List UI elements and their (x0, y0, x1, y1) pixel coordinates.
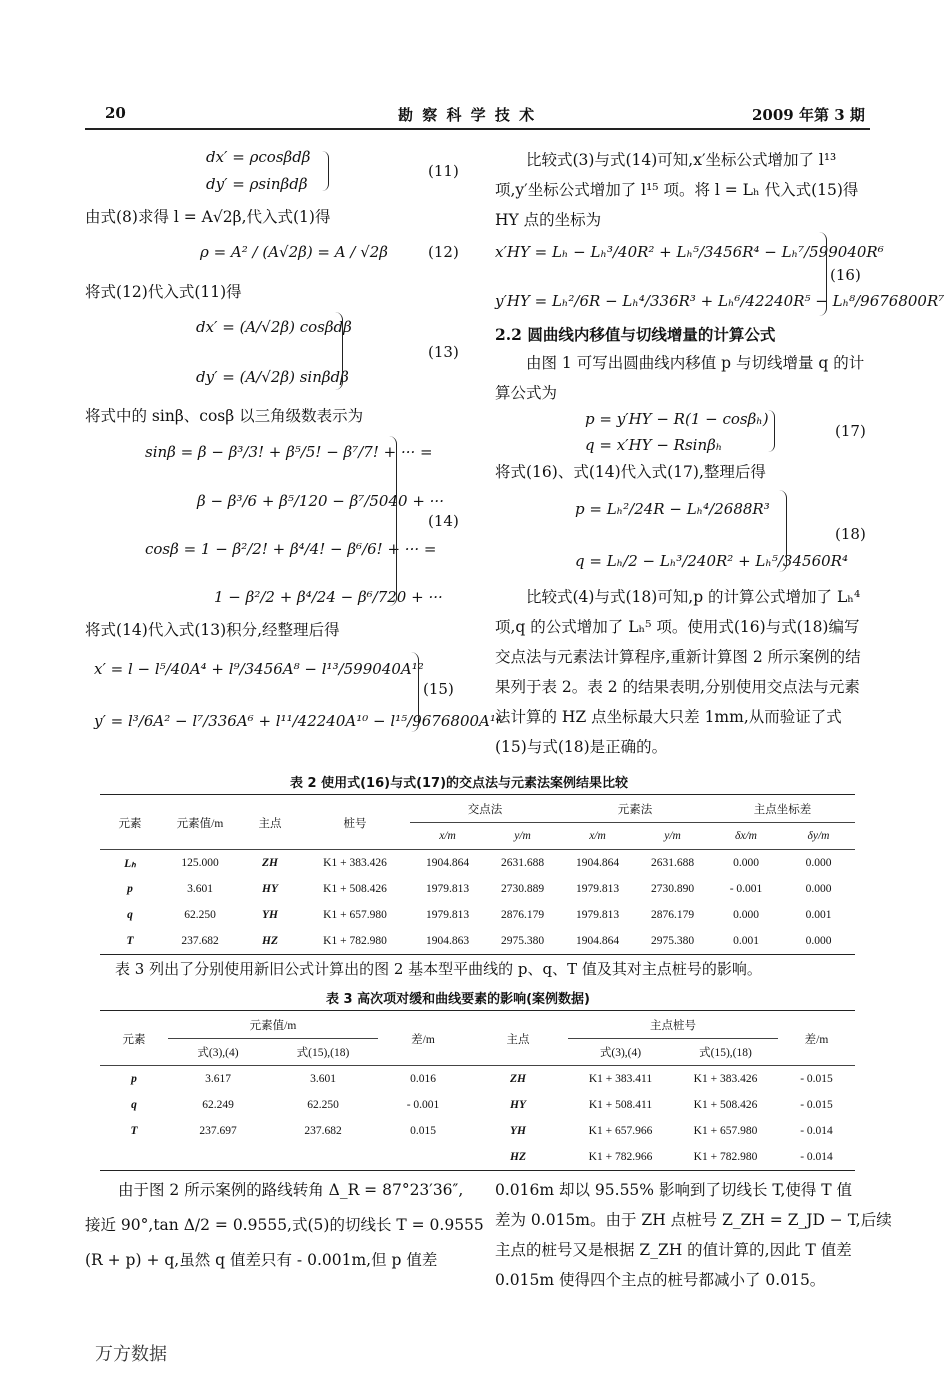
table-cell: 2631.688 (500, 857, 545, 869)
table2-subheader: y/m (664, 830, 681, 842)
table3 (100, 1012, 855, 1171)
table2-header-point: 主点 (258, 817, 282, 830)
table3-subheader: 式(15),(18) (699, 1047, 752, 1059)
table2-header-diff: 主点坐标差 (710, 796, 855, 823)
table-cell: p (131, 1073, 137, 1085)
eq15-brace (410, 652, 419, 732)
bottom-right-line-3: 主点的桩号又是根据 Z_ZH 的值计算的,因此 T 值差 (495, 1241, 852, 1259)
table-cell: - 0.015 (800, 1073, 833, 1085)
table3-subheader: 式(3),(4) (197, 1047, 239, 1059)
eq11-dy: dy′ = ρsinβdβ (206, 175, 308, 193)
table-cell: 2975.380 (650, 935, 695, 947)
table-cell (168, 1144, 268, 1171)
table-cell: K1 + 508.411 (588, 1099, 653, 1111)
table-cell: 2730.890 (650, 883, 695, 895)
eq14-cos: cosβ = 1 − β²/2! + β⁴/4! − β⁶/6! + ··· = (145, 540, 437, 558)
table3-header-element: 元素 (122, 1033, 146, 1046)
table2-subheader: x/m (589, 830, 606, 842)
table-cell: HY (510, 1099, 526, 1111)
table2-header-jd: 交点法 (410, 796, 560, 823)
table-cell: K1 + 657.980 (323, 909, 387, 921)
eq18-q: q = Lₕ/2 − Lₕ³/240R² + Lₕ⁵/34560R⁴ (575, 552, 848, 570)
table-cell: 0.000 (733, 857, 759, 869)
eq17-p: p = y′HY − R(1 − cosβₕ) (585, 410, 769, 428)
table-cell: HY (262, 883, 278, 895)
table-cell: q (127, 909, 133, 921)
table-cell: K1 + 782.980 (323, 935, 387, 947)
eq18-p: p = Lₕ²/24R − Lₕ⁴/2688R³ (575, 500, 770, 518)
watermark: 万方数据 (95, 1344, 167, 1365)
table2-header-value: 元素值/m (176, 817, 224, 830)
table3-header-point: 主点 (506, 1033, 530, 1046)
bottom-right-line-1: 0.016m 却以 95.55% 影响到了切线长 T,使得 T 值 (495, 1181, 853, 1199)
eq11-dx: dx′ = ρcosβdβ (206, 148, 311, 166)
table2-header-element: 元素 (118, 817, 142, 830)
table3-header-diff: 差/m (411, 1033, 435, 1046)
table-cell: 0.001 (805, 909, 832, 921)
table-row (100, 902, 855, 928)
table-cell: 2876.179 (650, 909, 695, 921)
eq11-brace (322, 151, 329, 191)
eq16-brace (818, 232, 827, 316)
table-cell: 0.001 (733, 935, 759, 947)
text-substitute: 将式(16)、式(14)代入式(17),整理后得 (495, 463, 766, 481)
table-cell: K1 + 383.411 (588, 1073, 653, 1085)
table-cell: YH (262, 909, 278, 921)
table-cell: 1904.863 (425, 935, 470, 947)
table-cell: YH (510, 1125, 526, 1137)
table-row (100, 1092, 855, 1118)
table-cell: 2975.380 (500, 935, 545, 947)
table-cell: q (131, 1099, 137, 1111)
bottom-right-line-4: 0.015m 使得四个主点的桩号都减小了 0.015。 (495, 1271, 826, 1289)
eq18-number: (18) (835, 525, 866, 543)
section-heading-2-2: 2.2 圆曲线内移值与切线增量的计算公式 (495, 325, 776, 344)
table-row (100, 1144, 855, 1171)
table3-caption: 表 3 高次项对缓和曲线要素的影响(案例数据) (326, 992, 590, 1007)
eq17-q: q = x′HY − Rsinβₕ (585, 436, 723, 454)
table-cell: 0.000 (805, 857, 832, 869)
table3-subheader: 式(15),(18) (296, 1047, 350, 1059)
table-cell: K1 + 657.980 (693, 1125, 758, 1137)
table2-subheader: δy/m (807, 830, 830, 842)
eq13-brace (335, 312, 343, 390)
text-series: 将式中的 sinβ、cosβ 以三角级数表示为 (85, 407, 364, 425)
table2-header-element-method: 元素法 (560, 796, 710, 823)
table2 (100, 796, 855, 955)
eq18-brace (778, 490, 787, 572)
table-cell: 2631.688 (650, 857, 695, 869)
table-cell: 237.682 (181, 935, 219, 947)
table-cell: 0.000 (805, 883, 832, 895)
table-cell: 1979.813 (575, 883, 620, 895)
header-rule (85, 128, 870, 130)
table-cell: 1979.813 (425, 909, 470, 921)
table-cell: K1 + 508.426 (323, 883, 387, 895)
table-cell: 3.601 (187, 883, 213, 895)
table2-subheader: y/m (514, 830, 531, 842)
eq14-sin: sinβ = β − β³/3! + β⁵/5! − β⁷/7! + ··· = (145, 443, 433, 461)
table-cell: - 0.014 (800, 1151, 833, 1163)
eq16-y: y′HY = Lₕ²/6R − Lₕ⁴/336R³ + Lₕ⁶/42240R⁵ − Lₕ⁸/9676800R⁷ (495, 292, 945, 310)
table-cell: T (130, 1125, 138, 1137)
eq16-x: x′HY = Lₕ − Lₕ³/40R² + Lₕ⁵/3456R⁴ − Lₕ⁷/599040R⁶ (495, 243, 884, 261)
table-cell: 1979.813 (575, 909, 620, 921)
page-number: 20 (105, 104, 126, 122)
table-row (100, 850, 855, 877)
table-cell: 237.697 (199, 1125, 237, 1137)
eq17-brace (768, 410, 775, 452)
table-cell (378, 1144, 468, 1171)
table-cell: 0.000 (805, 935, 832, 947)
table-cell: Lₕ (124, 858, 136, 870)
table-cell: HZ (262, 935, 278, 947)
table-cell: 1904.864 (575, 857, 620, 869)
table2-subheader: δx/m (735, 830, 757, 842)
eq13-number: (13) (428, 343, 459, 361)
table-cell: 0.016 (410, 1073, 436, 1085)
table-cell: 0.015 (410, 1125, 436, 1137)
table-row (100, 928, 855, 955)
eq12: ρ = A² / (A√2β) = A / √2β (200, 243, 388, 261)
table3-header-value: 元素值/m (168, 1012, 378, 1039)
bottom-right-line-2: 差为 0.015m。由于 ZH 点桩号 Z_ZH = Z_JD − T,后续 (495, 1211, 892, 1229)
table-cell: K1 + 383.426 (323, 857, 387, 869)
eq17-number: (17) (835, 422, 866, 440)
eq14-sin-expanded: β − β³/6 + β⁵/120 − β⁷/5040 + ··· (197, 492, 444, 510)
table-cell: K1 + 657.966 (588, 1125, 653, 1137)
eq14-number: (14) (428, 512, 459, 530)
paragraph-pq-formula: 由图 1 可写出圆曲线内移值 p 与切线增量 q 的计算公式为 (495, 354, 865, 402)
table-cell: 1979.813 (425, 883, 470, 895)
issue-label: 2009 年第 3 期 (752, 106, 865, 124)
paragraph-compare-14: 比较式(3)与式(14)可知,x′坐标公式增加了 l¹³ 项,y′坐标公式增加了 l¹⁵ 项。将 l = Lₕ 代入式(15)得 HY 点的坐标为 (495, 151, 859, 229)
table2-caption: 表 2 使用式(16)与式(17)的交点法与元素法案例结果比较 (290, 776, 629, 791)
table-cell: 2876.179 (500, 909, 545, 921)
table-cell: K1 + 782.966 (588, 1151, 653, 1163)
table-cell: - 0.001 (729, 883, 763, 895)
eq15-x: x′ = l − l⁵/40A⁴ + l⁹/3456A⁸ − l¹³/599040A¹² (94, 660, 424, 678)
eq14-cos-expanded: 1 − β²/2 + β⁴/24 − β⁶/720 + ··· (214, 588, 443, 606)
table-cell: - 0.001 (406, 1099, 440, 1111)
table3-header-station: 主点桩号 (568, 1012, 778, 1039)
table-cell: K1 + 383.426 (693, 1073, 758, 1085)
paragraph-verify: 比较式(4)与式(18)可知,p 的计算公式增加了 Lₕ⁴ 项,q 的公式增加了 Lₕ⁵ 项。使用式(16)与式(18)编写交点法与元素法计算程序,重新计算图 2 所示案例的结果列于表 2。表 2 的结果表明,分别使用交点法与元素法计算的 HZ 点坐标最大只差 1mm,从而验证了式(15)与式(18)是正确的。 (495, 588, 861, 756)
eq12-number: (12) (428, 243, 459, 261)
eq15-number: (15) (423, 680, 454, 698)
eq16-number: (16) (830, 266, 861, 284)
table3-subheader: 式(3),(4) (599, 1047, 642, 1059)
table-cell: 3.601 (310, 1073, 336, 1085)
table-row (100, 1118, 855, 1144)
table-cell: ZH (510, 1073, 526, 1085)
table-cell: 62.250 (307, 1099, 339, 1111)
table-cell: ZH (262, 857, 278, 869)
table-cell: HZ (510, 1151, 526, 1163)
table-cell: 62.250 (184, 909, 216, 921)
table2-subheader: x/m (439, 830, 456, 842)
eq14-brace (388, 436, 397, 606)
table-cell: - 0.014 (800, 1125, 833, 1137)
table-cell (268, 1144, 378, 1171)
bottom-left-line-3: (R + p) + q,虽然 q 值差只有 - 0.001m,但 p 值差 (85, 1251, 438, 1269)
eq15-y: y′ = l³/6A² − l⁷/336A⁶ + l¹¹/42240A¹⁰ − l¹⁵/9676800A¹⁴ (94, 712, 502, 730)
bottom-left-line-2: 接近 90°,tan Δ/2 = 0.9555,式(5)的切线长 T = 0.9555 (85, 1216, 484, 1234)
text-eq8: 由式(8)求得 l = A√2β,代入式(1)得 (85, 208, 331, 226)
table-cell: 62.249 (202, 1099, 234, 1111)
table2-header-station: 桩号 (343, 817, 367, 830)
table-cell: 237.682 (304, 1125, 342, 1137)
table-cell: - 0.015 (800, 1099, 833, 1111)
text-eq12: 将式(12)代入式(11)得 (85, 283, 242, 301)
eq13-dy: dy′ = (A/√2β) sinβdβ (196, 368, 349, 386)
table3-header-diff2: 差/m (804, 1033, 829, 1046)
table-cell: 125.000 (181, 857, 219, 869)
table-cell (100, 1144, 168, 1171)
table-cell: 2730.889 (500, 883, 545, 895)
table-cell: T (126, 935, 134, 947)
table-cell: K1 + 782.980 (693, 1151, 758, 1163)
journal-title: 勘 察 科 学 技 术 (398, 106, 537, 124)
table-row (100, 876, 855, 902)
table-cell: 1904.864 (575, 935, 620, 947)
table-cell: 3.617 (205, 1073, 231, 1085)
table-cell: p (127, 883, 133, 895)
eq13-dx: dx′ = (A/√2β) cosβdβ (196, 318, 352, 336)
table-cell: 1904.864 (425, 857, 470, 869)
bottom-left-line-1: 由于图 2 所示案例的路线转角 Δ_R = 87°23′36″, (118, 1181, 464, 1199)
table-cell: K1 + 508.426 (693, 1099, 758, 1111)
text-integration: 将式(14)代入式(13)积分,经整理后得 (85, 621, 340, 639)
table-row (100, 1066, 855, 1093)
table-cell: 0.000 (733, 909, 759, 921)
text-table3-intro: 表 3 列出了分别使用新旧公式计算出的图 2 基本型平曲线的 p、q、T 值及其对主点桩号的影响。 (115, 960, 762, 978)
eq11-number: (11) (428, 162, 459, 180)
